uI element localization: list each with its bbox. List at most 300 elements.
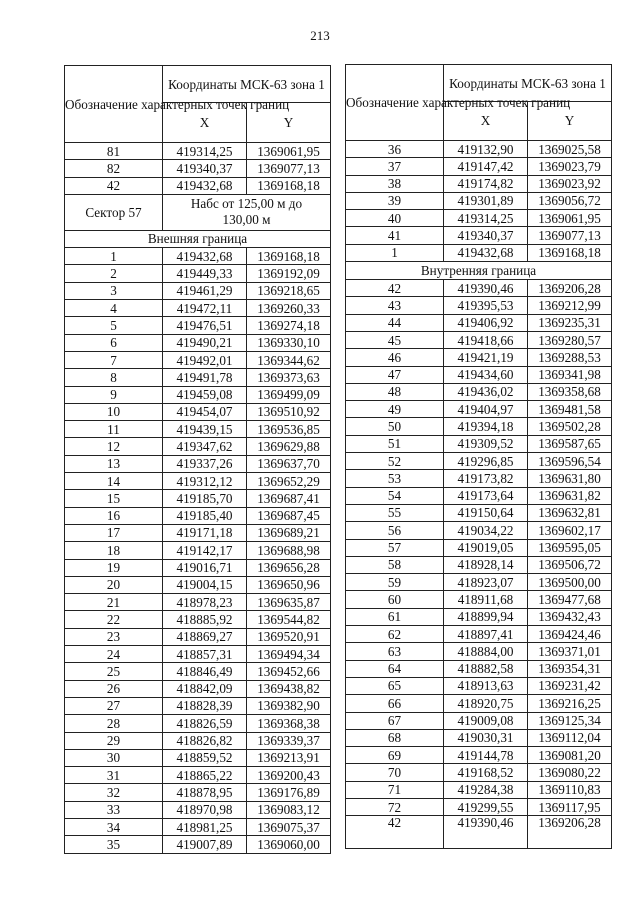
table-row <box>65 317 331 334</box>
y-coordinate-cell: 1369354,31 <box>528 660 612 677</box>
point-id-cell: 49 <box>346 401 444 418</box>
y-coordinate-cell: 1369274,18 <box>247 317 331 334</box>
y-coordinate-cell: 1369629,88 <box>247 438 331 455</box>
x-coordinate-cell: 419174,82 <box>444 175 528 192</box>
x-coordinate-cell: 419491,78 <box>163 369 247 386</box>
table-row <box>346 192 612 209</box>
coordinates-table-right <box>345 64 612 849</box>
x-coordinate-cell: 419019,05 <box>444 539 528 556</box>
point-id-cell: 9 <box>65 386 163 403</box>
y-coordinate-cell: 1369080,22 <box>528 764 612 781</box>
page-number: 213 <box>310 28 330 43</box>
y-coordinate-cell: 1369687,41 <box>247 490 331 507</box>
table-row <box>346 141 612 158</box>
point-id-cell: 40 <box>346 210 444 227</box>
coords-title-header: Координаты МСК-63 зона 1 <box>163 66 331 103</box>
x-coordinate-cell: 419301,89 <box>444 192 528 209</box>
point-id-cell: 57 <box>346 539 444 556</box>
x-coordinate-cell: 419439,15 <box>163 421 247 438</box>
x-coordinate-cell: 418826,82 <box>163 732 247 749</box>
x-coordinate-cell: 418981,25 <box>163 818 247 835</box>
point-id-cell: 67 <box>346 712 444 729</box>
point-id-cell: 21 <box>65 594 163 611</box>
point-id-cell: 20 <box>65 576 163 593</box>
x-coordinate-cell: 419299,55 <box>444 798 528 815</box>
y-coordinate-cell: 1369083,12 <box>247 801 331 818</box>
point-id-cell: 52 <box>346 453 444 470</box>
x-coordinate-cell: 419472,11 <box>163 300 247 317</box>
table-row <box>65 646 331 663</box>
y-coordinate-cell: 1369687,45 <box>247 507 331 524</box>
x-coordinate-cell: 419449,33 <box>163 265 247 282</box>
table-row <box>346 435 612 452</box>
y-coordinate-cell: 1369481,58 <box>528 401 612 418</box>
point-id-cell: 29 <box>65 732 163 749</box>
y-coordinate-cell: 1369023,79 <box>528 158 612 175</box>
point-id-cell: 55 <box>346 504 444 521</box>
table-row <box>346 175 612 192</box>
table-row <box>65 455 331 472</box>
point-id-cell: 50 <box>346 418 444 435</box>
x-coordinate-cell: 419476,51 <box>163 317 247 334</box>
table-row <box>346 487 612 504</box>
point-id-cell: 48 <box>346 383 444 400</box>
x-coordinate-cell: 419432,68 <box>163 177 247 194</box>
y-coordinate-cell: 1369077,13 <box>247 160 331 177</box>
table-row <box>65 680 331 697</box>
y-coordinate-cell: 1369110,83 <box>528 781 612 798</box>
table-row <box>65 421 331 438</box>
x-coordinate-cell: 418978,23 <box>163 594 247 611</box>
y-coordinate-cell: 1369061,95 <box>528 210 612 227</box>
y-coordinate-cell: 1369168,18 <box>528 244 612 261</box>
coords-title-header: Координаты МСК-63 зона 1 <box>444 65 612 102</box>
x-coordinate-cell: 419421,19 <box>444 349 528 366</box>
y-coordinate-cell: 1369438,82 <box>247 680 331 697</box>
point-id-cell: 22 <box>65 611 163 628</box>
x-coordinate-cell: 418846,49 <box>163 663 247 680</box>
y-coordinate-cell: 1369500,00 <box>528 574 612 591</box>
x-coordinate-cell: 419459,08 <box>163 386 247 403</box>
x-coordinate-cell: 418869,27 <box>163 628 247 645</box>
y-coordinate-cell: 1369344,62 <box>247 351 331 368</box>
y-coordinate-cell: 1369168,18 <box>247 177 331 194</box>
point-id-cell: 65 <box>346 677 444 694</box>
point-id-cell: 32 <box>65 784 163 801</box>
point-id-cell: 39 <box>346 192 444 209</box>
x-coordinate-cell: 418842,09 <box>163 680 247 697</box>
table-row <box>65 351 331 368</box>
x-coordinate-cell: 419016,71 <box>163 559 247 576</box>
x-coordinate-cell: 419340,37 <box>163 160 247 177</box>
table-row <box>346 539 612 556</box>
table-row <box>65 143 331 160</box>
x-coordinate-cell: 419337,26 <box>163 455 247 472</box>
point-id-cell: 45 <box>346 331 444 348</box>
x-coordinate-cell: 418913,63 <box>444 677 528 694</box>
x-coordinate-cell: 419034,22 <box>444 522 528 539</box>
table-row <box>346 556 612 573</box>
table-row <box>65 403 331 420</box>
point-id-cell: 51 <box>346 435 444 452</box>
table-row <box>346 418 612 435</box>
point-id-cell: 46 <box>346 349 444 366</box>
y-coordinate-cell: 1369656,28 <box>247 559 331 576</box>
y-coordinate-cell: 1369280,57 <box>528 331 612 348</box>
y-coordinate-cell: 1369587,65 <box>528 435 612 452</box>
point-id-cell: 61 <box>346 608 444 625</box>
sector-name: Сектор 57 <box>65 194 163 230</box>
x-coordinate-cell: 418857,31 <box>163 646 247 663</box>
y-coordinate-cell: 1369060,00 <box>247 836 331 853</box>
table-row <box>346 331 612 348</box>
table-row <box>346 314 612 331</box>
table-row <box>65 524 331 541</box>
table-row <box>346 244 612 261</box>
y-coordinate-cell: 1369368,38 <box>247 715 331 732</box>
x-coordinate-cell: 418911,68 <box>444 591 528 608</box>
point-label-header: Обозначение характерных точек границ <box>346 65 444 141</box>
y-coordinate-cell: 1369452,66 <box>247 663 331 680</box>
table-row <box>65 663 331 680</box>
y-coordinate-cell: 1369231,42 <box>528 677 612 694</box>
y-coordinate-cell: 1369260,33 <box>247 300 331 317</box>
y-coordinate-cell: 1369112,04 <box>528 729 612 746</box>
x-coordinate-cell: 419142,17 <box>163 542 247 559</box>
x-coordinate-cell: 419394,18 <box>444 418 528 435</box>
x-coordinate-cell: 419168,52 <box>444 764 528 781</box>
x-coordinate-cell: 418878,95 <box>163 784 247 801</box>
outer-boundary-heading: Внешняя граница <box>65 230 331 247</box>
x-coordinate-cell: 419185,40 <box>163 507 247 524</box>
point-id-cell: 17 <box>65 524 163 541</box>
point-id-cell: 25 <box>65 663 163 680</box>
point-id-cell: 1 <box>346 244 444 261</box>
y-coordinate-cell: 1369212,99 <box>528 297 612 314</box>
point-id-cell: 68 <box>346 729 444 746</box>
y-coordinate-cell: 1369382,90 <box>247 697 331 714</box>
table-row <box>346 383 612 400</box>
sector-height-range: Набс от 125,00 м до 130,00 м <box>163 194 331 230</box>
y-coordinate-cell: 1369424,46 <box>528 626 612 643</box>
point-id-cell: 53 <box>346 470 444 487</box>
y-coordinate-cell: 1369213,91 <box>247 749 331 766</box>
point-id-cell: 23 <box>65 628 163 645</box>
point-id-cell: 14 <box>65 473 163 490</box>
y-coordinate-cell: 1369432,43 <box>528 608 612 625</box>
table-row <box>346 574 612 591</box>
x-coordinate-cell: 419406,92 <box>444 314 528 331</box>
y-coordinate-cell: 1369125,34 <box>528 712 612 729</box>
table-row <box>65 177 331 194</box>
table-row <box>346 729 612 746</box>
table-row <box>346 504 612 521</box>
y-coordinate-cell: 1369637,70 <box>247 455 331 472</box>
y-coordinate-cell: 1369117,95 <box>528 798 612 815</box>
x-coordinate-cell: 418928,14 <box>444 556 528 573</box>
y-coordinate-cell: 1369218,65 <box>247 282 331 299</box>
x-coordinate-cell: 419309,52 <box>444 435 528 452</box>
x-coordinate-cell: 419150,64 <box>444 504 528 521</box>
x-coordinate-cell: 419454,07 <box>163 403 247 420</box>
right-top-rows <box>346 141 612 262</box>
y-coordinate-cell: 1369200,43 <box>247 767 331 784</box>
x-coordinate-cell: 419314,25 <box>163 143 247 160</box>
x-coordinate-cell: 419296,85 <box>444 453 528 470</box>
y-coordinate-cell: 1369023,92 <box>528 175 612 192</box>
point-id-cell: 26 <box>65 680 163 697</box>
y-coordinate-cell: 1369632,81 <box>528 504 612 521</box>
point-id-cell: 71 <box>346 781 444 798</box>
table-row <box>346 280 612 297</box>
point-id-cell: 33 <box>65 801 163 818</box>
y-coordinate-cell: 1369168,18 <box>247 248 331 265</box>
table-row <box>65 732 331 749</box>
table-row <box>65 611 331 628</box>
y-coordinate-cell: 1369631,82 <box>528 487 612 504</box>
point-id-cell: 82 <box>65 160 163 177</box>
table-row <box>65 576 331 593</box>
point-id-cell: 60 <box>346 591 444 608</box>
x-coordinate-cell: 418882,58 <box>444 660 528 677</box>
point-id-cell: 11 <box>65 421 163 438</box>
x-coordinate-cell: 418828,39 <box>163 697 247 714</box>
x-coordinate-cell: 418923,07 <box>444 574 528 591</box>
x-coordinate-cell: 419173,64 <box>444 487 528 504</box>
point-id-cell: 31 <box>65 767 163 784</box>
table-row <box>346 453 612 470</box>
y-coordinate-cell: 1369510,92 <box>247 403 331 420</box>
y-coordinate-cell: 1369494,34 <box>247 646 331 663</box>
point-id-cell: 36 <box>346 141 444 158</box>
table-row <box>65 715 331 732</box>
point-id-cell: 44 <box>346 314 444 331</box>
point-id-cell: 42 <box>346 816 444 849</box>
table-row <box>65 369 331 386</box>
point-id-cell: 62 <box>346 626 444 643</box>
x-coordinate-cell: 419432,68 <box>444 244 528 261</box>
x-coordinate-cell: 418859,52 <box>163 749 247 766</box>
left-top-rows <box>65 143 331 195</box>
table-row <box>65 282 331 299</box>
y-coordinate-cell: 1369650,96 <box>247 576 331 593</box>
point-id-cell: 8 <box>65 369 163 386</box>
point-id-cell: 58 <box>346 556 444 573</box>
y-column-header: Y <box>247 103 331 143</box>
y-coordinate-cell: 1369235,31 <box>528 314 612 331</box>
x-coordinate-cell: 419390,46 <box>444 280 528 297</box>
point-id-cell: 12 <box>65 438 163 455</box>
table-row <box>346 158 612 175</box>
x-coordinate-cell: 419340,37 <box>444 227 528 244</box>
point-id-cell: 59 <box>346 574 444 591</box>
y-coordinate-cell: 1369341,98 <box>528 366 612 383</box>
table-row <box>65 334 331 351</box>
point-id-cell: 19 <box>65 559 163 576</box>
point-id-cell: 42 <box>65 177 163 194</box>
left-rows <box>65 248 331 853</box>
table-row <box>65 265 331 282</box>
x-coordinate-cell: 419461,29 <box>163 282 247 299</box>
y-coordinate-cell: 1369631,80 <box>528 470 612 487</box>
table-row <box>346 695 612 712</box>
table-row <box>65 749 331 766</box>
x-coordinate-cell: 419007,89 <box>163 836 247 853</box>
table-row <box>346 401 612 418</box>
y-coordinate-cell: 1369330,10 <box>247 334 331 351</box>
table-row <box>346 522 612 539</box>
point-id-cell: 69 <box>346 747 444 764</box>
x-coordinate-cell: 419173,82 <box>444 470 528 487</box>
point-id-cell: 64 <box>346 660 444 677</box>
point-id-cell: 13 <box>65 455 163 472</box>
x-coordinate-cell: 419395,53 <box>444 297 528 314</box>
table-row <box>346 764 612 781</box>
point-id-cell: 1 <box>65 248 163 265</box>
point-id-cell: 34 <box>65 818 163 835</box>
table-row <box>65 490 331 507</box>
y-coordinate-cell: 1369595,05 <box>528 539 612 556</box>
x-coordinate-cell: 419009,08 <box>444 712 528 729</box>
point-id-cell: 27 <box>65 697 163 714</box>
y-coordinate-cell: 1369061,95 <box>247 143 331 160</box>
table-row <box>65 248 331 265</box>
x-coordinate-cell: 419347,62 <box>163 438 247 455</box>
y-coordinate-cell: 1369077,13 <box>528 227 612 244</box>
y-coordinate-cell: 1369689,21 <box>247 524 331 541</box>
x-coordinate-cell: 419314,25 <box>444 210 528 227</box>
point-id-cell: 42 <box>346 280 444 297</box>
y-coordinate-cell: 1369075,37 <box>247 818 331 835</box>
y-coordinate-cell: 1369688,98 <box>247 542 331 559</box>
y-coordinate-cell: 1369358,68 <box>528 383 612 400</box>
x-coordinate-cell: 419490,21 <box>163 334 247 351</box>
table-row <box>346 712 612 729</box>
x-coordinate-cell: 418826,59 <box>163 715 247 732</box>
right-rows <box>346 280 612 849</box>
x-coordinate-cell: 419004,15 <box>163 576 247 593</box>
table-row <box>346 349 612 366</box>
y-coordinate-cell: 1369499,09 <box>247 386 331 403</box>
table-row <box>65 767 331 784</box>
point-id-cell: 54 <box>346 487 444 504</box>
table-row <box>65 300 331 317</box>
x-column-header: X <box>444 102 528 141</box>
point-id-cell: 3 <box>65 282 163 299</box>
table-row <box>65 801 331 818</box>
x-coordinate-cell: 419418,66 <box>444 331 528 348</box>
table-row <box>346 781 612 798</box>
x-coordinate-cell: 419030,31 <box>444 729 528 746</box>
table-row <box>346 470 612 487</box>
x-coordinate-cell: 418897,41 <box>444 626 528 643</box>
point-id-cell: 18 <box>65 542 163 559</box>
table-row <box>346 608 612 625</box>
y-coordinate-cell: 1369288,53 <box>528 349 612 366</box>
x-column-header: X <box>163 103 247 143</box>
y-coordinate-cell: 1369477,68 <box>528 591 612 608</box>
point-id-cell: 38 <box>346 175 444 192</box>
point-label-header: Обозначение характерных точек границ <box>65 66 163 143</box>
y-coordinate-cell: 1369502,28 <box>528 418 612 435</box>
x-coordinate-cell: 419492,01 <box>163 351 247 368</box>
x-coordinate-cell: 419132,90 <box>444 141 528 158</box>
x-coordinate-cell: 418899,94 <box>444 608 528 625</box>
point-id-cell: 28 <box>65 715 163 732</box>
x-coordinate-cell: 418865,22 <box>163 767 247 784</box>
point-id-cell: 7 <box>65 351 163 368</box>
x-coordinate-cell: 419185,70 <box>163 490 247 507</box>
y-coordinate-cell: 1369520,91 <box>247 628 331 645</box>
point-id-cell: 6 <box>65 334 163 351</box>
x-coordinate-cell: 419436,02 <box>444 383 528 400</box>
table-row <box>65 559 331 576</box>
x-coordinate-cell: 419284,38 <box>444 781 528 798</box>
y-coordinate-cell: 1369056,72 <box>528 192 612 209</box>
point-id-cell: 15 <box>65 490 163 507</box>
y-coordinate-cell: 1369635,87 <box>247 594 331 611</box>
point-id-cell: 66 <box>346 695 444 712</box>
point-id-cell: 37 <box>346 158 444 175</box>
point-id-cell: 47 <box>346 366 444 383</box>
table-row <box>346 677 612 694</box>
y-coordinate-cell: 1369544,82 <box>247 611 331 628</box>
y-coordinate-cell: 1369373,63 <box>247 369 331 386</box>
point-id-cell: 4 <box>65 300 163 317</box>
point-id-cell: 24 <box>65 646 163 663</box>
x-coordinate-cell: 419171,18 <box>163 524 247 541</box>
point-id-cell: 30 <box>65 749 163 766</box>
x-coordinate-cell: 418885,92 <box>163 611 247 628</box>
table-row <box>65 818 331 835</box>
y-coordinate-cell: 1369596,54 <box>528 453 612 470</box>
y-coordinate-cell: 1369602,17 <box>528 522 612 539</box>
table-row <box>346 591 612 608</box>
y-coordinate-cell: 1369216,25 <box>528 695 612 712</box>
table-row <box>346 660 612 677</box>
x-coordinate-cell: 419312,12 <box>163 473 247 490</box>
x-coordinate-cell: 418920,75 <box>444 695 528 712</box>
inner-boundary-heading: Внутренняя граница <box>346 262 612 280</box>
y-coordinate-cell: 1369206,28 <box>528 816 612 849</box>
point-id-cell: 63 <box>346 643 444 660</box>
table-row <box>346 798 612 815</box>
point-id-cell: 35 <box>65 836 163 853</box>
point-id-cell: 70 <box>346 764 444 781</box>
y-coordinate-cell: 1369371,01 <box>528 643 612 660</box>
table-row <box>65 473 331 490</box>
x-coordinate-cell: 419144,78 <box>444 747 528 764</box>
x-coordinate-cell: 419147,42 <box>444 158 528 175</box>
y-coordinate-cell: 1369339,37 <box>247 732 331 749</box>
y-column-header: Y <box>528 102 612 141</box>
table-row <box>346 297 612 314</box>
coordinates-table-left <box>64 65 331 854</box>
y-coordinate-cell: 1369192,09 <box>247 265 331 282</box>
table-row <box>346 366 612 383</box>
point-id-cell: 41 <box>346 227 444 244</box>
y-coordinate-cell: 1369176,89 <box>247 784 331 801</box>
point-id-cell: 56 <box>346 522 444 539</box>
point-id-cell: 10 <box>65 403 163 420</box>
y-coordinate-cell: 1369652,29 <box>247 473 331 490</box>
y-coordinate-cell: 1369506,72 <box>528 556 612 573</box>
point-id-cell: 72 <box>346 798 444 815</box>
table-row <box>65 542 331 559</box>
x-coordinate-cell: 419390,46 <box>444 816 528 849</box>
table-row <box>65 836 331 853</box>
table-row <box>346 210 612 227</box>
